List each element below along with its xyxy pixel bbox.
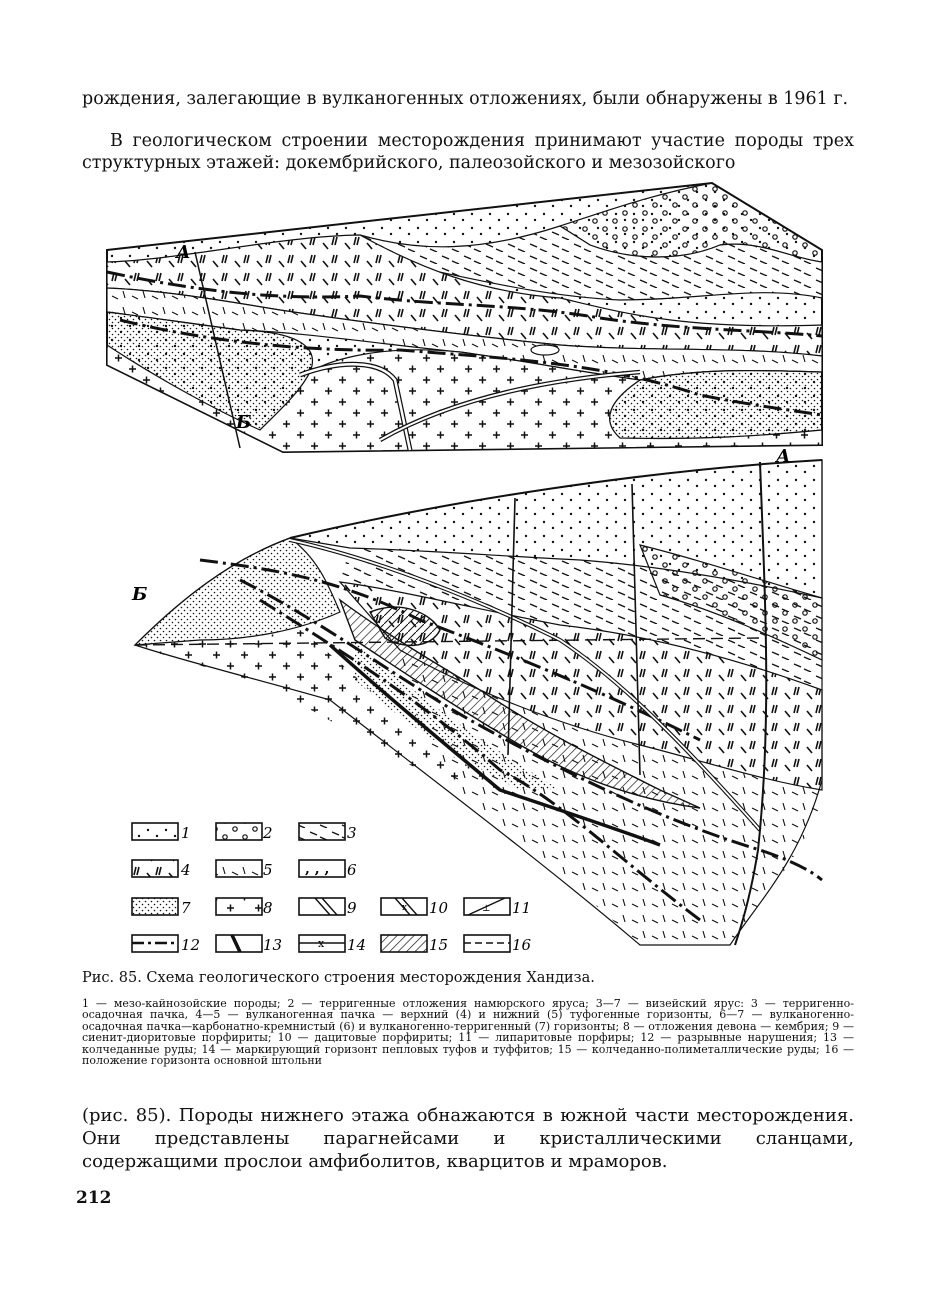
legend-item-16 (464, 935, 532, 954)
section-label-a-bottom: А (776, 446, 791, 467)
svg-text:⊥: ⊥ (482, 904, 491, 914)
svg-text:5: 5 (263, 861, 273, 879)
svg-text:13: 13 (263, 936, 283, 954)
svg-text:x: x (318, 937, 325, 950)
legend-item-5 (216, 860, 273, 879)
svg-text:1: 1 (181, 824, 191, 842)
legend-item-12 (132, 935, 200, 954)
legend-item-4 (132, 860, 191, 879)
legend-item-13 (216, 935, 282, 954)
plan-map (107, 183, 822, 452)
paragraph-top-2: В геологическом строении месторождения принимают участие породы трех структурных этажей: докембрийского, палеозойского и мезозойского (82, 131, 854, 173)
page-number: 212 (76, 1188, 112, 1208)
legend (132, 823, 532, 954)
figure-caption-legend: 1 — мезо-кайнозойские породы; 2 — терригенные отложения намюрского яруса; 3—7 — визейский ярус: 3 — терригенно-осадочная пачка, 4—5 — вулканогенная пачка — верхний (4) и нижний (5) туфогенные горизонты, 6—7 — вулканогенно-осадочная пачка—карбонатно-кремнистый (6) и вулканогенно-терригенный (7) горизонты; 8 — отложения девона — кембрия; 9 — сиенит-диоритовые порфириты; 10 — дацитовые порфириты; 11 — липаритовые порфиры; 12 — разрывные нарушения; 13 — колчеданные руды; 14 — маркирующий горизонт пепловых туфов и туффитов; 15 — колчеданно-полиметаллические руды; 16 — положение горизонта основной штольни (82, 997, 854, 1068)
legend-item-2 (216, 823, 273, 842)
legend-item-6 (299, 860, 357, 879)
legend-item-11 (464, 898, 531, 917)
svg-text:6: 6 (347, 861, 357, 879)
legend-item-15 (381, 935, 448, 954)
svg-text:11: 11 (512, 899, 532, 917)
legend-item-8 (216, 898, 273, 917)
geological-map-figure (100, 180, 830, 960)
svg-text:16: 16 (512, 936, 532, 954)
paragraph-top-1: рождения, залегающие в вулканогенных отложениях, были обнаружены в 1961 г. (82, 89, 849, 109)
legend-item-1 (132, 823, 191, 842)
legend-item-14 (299, 935, 366, 954)
legend-item-9 (299, 898, 357, 917)
section-label-b-bottom: Б (132, 584, 148, 605)
svg-text:2: 2 (263, 824, 273, 842)
svg-text:, , ,: , , , (305, 861, 330, 877)
svg-text:14: 14 (347, 936, 367, 954)
svg-text:7: 7 (181, 899, 191, 917)
legend-item-10 (381, 898, 449, 917)
svg-text:9: 9 (347, 899, 357, 917)
svg-text:3: 3 (347, 824, 357, 842)
svg-text:x: x (402, 903, 408, 913)
svg-text:12: 12 (181, 936, 201, 954)
paragraph-bottom: (рис. 85). Породы нижнего этажа обнажаются в южной части месторождения. Они представлены парагнейсами и кристаллическими сланцами, содержащими прослои амфиболитов, кварцитов и мраморов. (82, 1105, 854, 1172)
svg-text:8: 8 (263, 899, 273, 917)
figure-caption-title: Рис. 85. Схема геологического строения месторождения Хандиза. (82, 970, 595, 986)
svg-text:15: 15 (429, 936, 449, 954)
section-label-a-top: А (176, 242, 191, 263)
legend-item-3 (299, 823, 357, 842)
section-label-b-top: Б (236, 412, 252, 433)
svg-text:4: 4 (181, 861, 191, 879)
legend-item-7 (132, 898, 191, 917)
svg-text:10: 10 (429, 899, 449, 917)
